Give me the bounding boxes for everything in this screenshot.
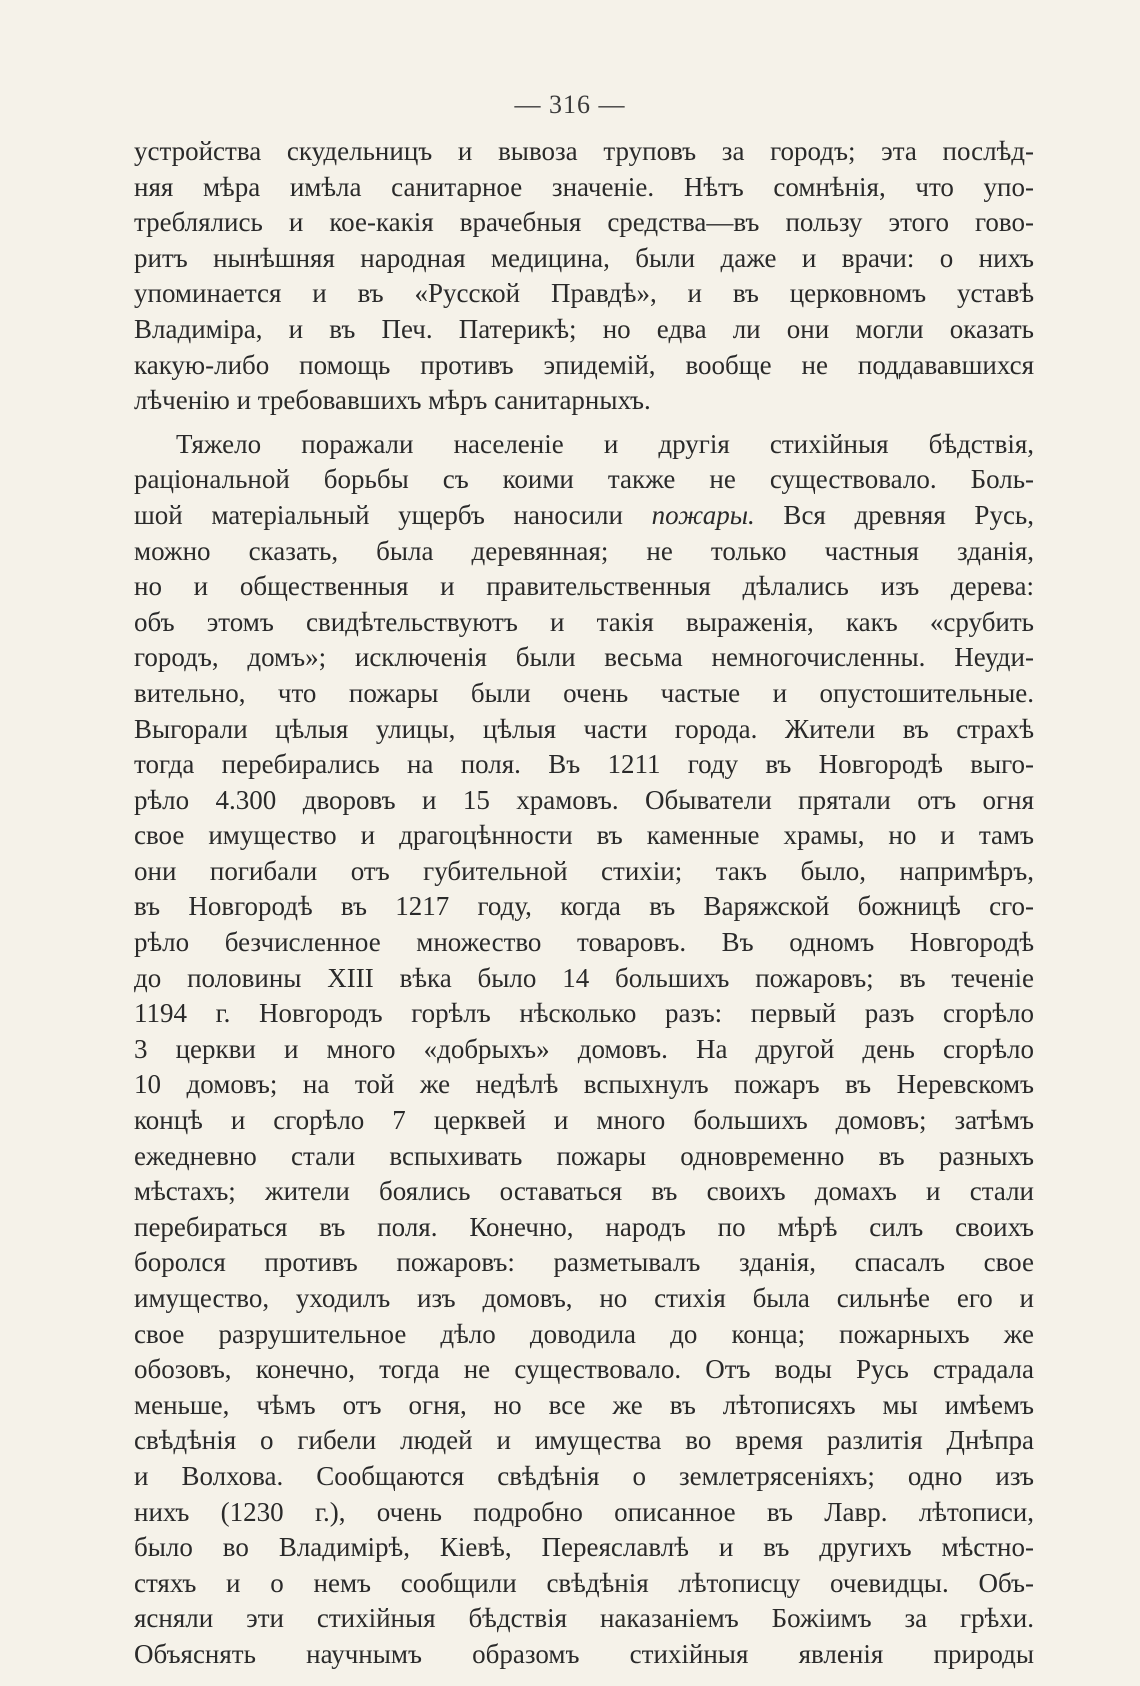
text-segment: шой матеріальный ущербъ наносили bbox=[134, 499, 652, 530]
text-line: нихъ (1230 г.), очень подробно описанное въ Лавр. лѣтописи, bbox=[134, 1496, 1034, 1527]
text-line: устройства скудельницъ и вывоза труповъ за городъ; эта послѣд- bbox=[134, 136, 1034, 166]
text-line: няя мѣра имѣла санитарное значеніе. Нѣтъ сомнѣнія, что упо- bbox=[134, 171, 1034, 202]
page-number: — 316 — bbox=[514, 90, 626, 119]
text-line: Выгорали цѣлыя улицы, цѣлыя части города. Жители въ страхѣ bbox=[134, 713, 1034, 744]
text-line: было во Владимірѣ, Кіевѣ, Переяславлѣ и въ другихъ мѣстно- bbox=[134, 1532, 1034, 1563]
text-line: 1194 г. Новгородъ горѣлъ нѣсколько разъ: первый разъ сгорѣло bbox=[134, 998, 1034, 1029]
text-line: до половины XIII вѣка было 14 большихъ пожаровъ; въ теченіе bbox=[134, 962, 1034, 993]
text-line: мѣстахъ; жители боялись оставаться въ своихъ домахъ и стали bbox=[134, 1176, 1034, 1207]
text-line: меньше, чѣмъ отъ огня, но все же въ лѣтописяхъ мы имѣемъ bbox=[134, 1389, 1034, 1420]
text-line: упоминается и въ «Русской Правдѣ», и въ церковномъ уставѣ bbox=[134, 278, 1034, 309]
text-line: боролся противъ пожаровъ: разметывалъ зданія, спасалъ свое bbox=[134, 1247, 1034, 1278]
text-line: и Волхова. Сообщаются свѣдѣнія о землетрясеніяхъ; одно изъ bbox=[134, 1460, 1034, 1491]
text-line: рѣло 4.300 дворовъ и 15 храмовъ. Обыватели прятали отъ огня bbox=[134, 784, 1034, 815]
paragraph-gap bbox=[134, 419, 1034, 427]
text-line: ритъ нынѣшняя народная медицина, были даже и врачи: о нихъ bbox=[134, 242, 1034, 273]
text-line: въ Новгородѣ въ 1217 году, когда въ Варяжской божницѣ сго- bbox=[134, 891, 1034, 922]
text-line: рѣло безчисленное множество товаровъ. Въ одномъ Новгородѣ bbox=[134, 927, 1034, 958]
text-segment: Вся древняя Русь, bbox=[754, 499, 1034, 530]
text-line: они погибали отъ губительной стихіи; такъ было, напримѣръ, bbox=[134, 855, 1034, 886]
text-line: объ этомъ свидѣтельствуютъ и такія выраженія, какъ «срубить bbox=[134, 606, 1034, 637]
text-line-with-emphasis bbox=[134, 498, 1034, 534]
text-line: стяхъ и о немъ сообщили свѣдѣнія лѣтописцу очевидцы. Объ- bbox=[134, 1567, 1034, 1598]
text-line: вительно, что пожары были очень частые и опустошительные. bbox=[134, 677, 1034, 708]
text-line: какую-либо помощь противъ эпидемій, вообще не поддававшихся bbox=[134, 349, 1034, 380]
text-line: 3 церкви и много «добрыхъ» домовъ. На другой день сгорѣло bbox=[134, 1033, 1034, 1064]
text-line: концѣ и сгорѣло 7 церквей и много большихъ домовъ; затѣмъ bbox=[134, 1105, 1034, 1136]
body-text bbox=[134, 134, 1034, 1673]
text-line: перебираться въ поля. Конечно, народъ по мѣрѣ силъ своихъ bbox=[134, 1211, 1034, 1242]
text-line: свое имущество и драгоцѣнности въ каменные храмы, но и тамъ bbox=[134, 820, 1034, 851]
text-line: Объяснять научнымъ образомъ стихійныя явленія природы bbox=[134, 1638, 1034, 1669]
text-line: ясняли эти стихійныя бѣдствія наказаніемъ Божіимъ за грѣхи. bbox=[134, 1603, 1034, 1634]
text-line: но и общественныя и правительственныя дѣлались изъ дерева: bbox=[134, 571, 1034, 602]
text-line: Владиміра, и въ Печ. Патерикѣ; но едва ли они могли оказать bbox=[134, 313, 1034, 344]
text-line: Тяжело поражали населеніе и другія стихійныя бѣдствія, bbox=[176, 428, 1034, 459]
text-line: 10 домовъ; на той же недѣлѣ вспыхнулъ пожаръ въ Неревскомъ bbox=[134, 1069, 1034, 1100]
paragraph-2 bbox=[134, 427, 1034, 1673]
paragraph-2-continuation bbox=[134, 534, 1034, 1673]
text-line: треблялись и кое-какія врачебныя средства—въ пользу этого гово- bbox=[134, 207, 1034, 238]
text-line: городъ, домъ»; исключенія были весьма немногочисленны. Неуди- bbox=[134, 642, 1034, 673]
text-line: имущество, уходилъ изъ домовъ, но стихія была сильнѣе его и bbox=[134, 1283, 1034, 1313]
emphasized-word: пожары. bbox=[651, 499, 755, 530]
text-line: можно сказать, была деревянная; не только частныя зданія, bbox=[134, 535, 1034, 566]
text-line: свое разрушительное дѣло доводила до конца; пожарныхъ же bbox=[134, 1318, 1034, 1349]
text-line: лѣченію и требовавшихъ мѣръ санитарныхъ. bbox=[134, 385, 651, 416]
paragraph-1 bbox=[134, 134, 1034, 419]
text-line: раціональной борьбы съ коими также не существовало. Боль- bbox=[134, 464, 1034, 495]
text-line: ежедневно стали вспыхивать пожары одновременно въ разныхъ bbox=[134, 1140, 1034, 1171]
text-line: свѣдѣнія о гибели людей и имущества во время разлитія Днѣпра bbox=[134, 1425, 1034, 1456]
text-line: обозовъ, конечно, тогда не существовало. Отъ воды Русь страдала bbox=[134, 1354, 1034, 1385]
text-line: тогда перебирались на поля. Въ 1211 году въ Новгородѣ выго- bbox=[134, 749, 1034, 780]
